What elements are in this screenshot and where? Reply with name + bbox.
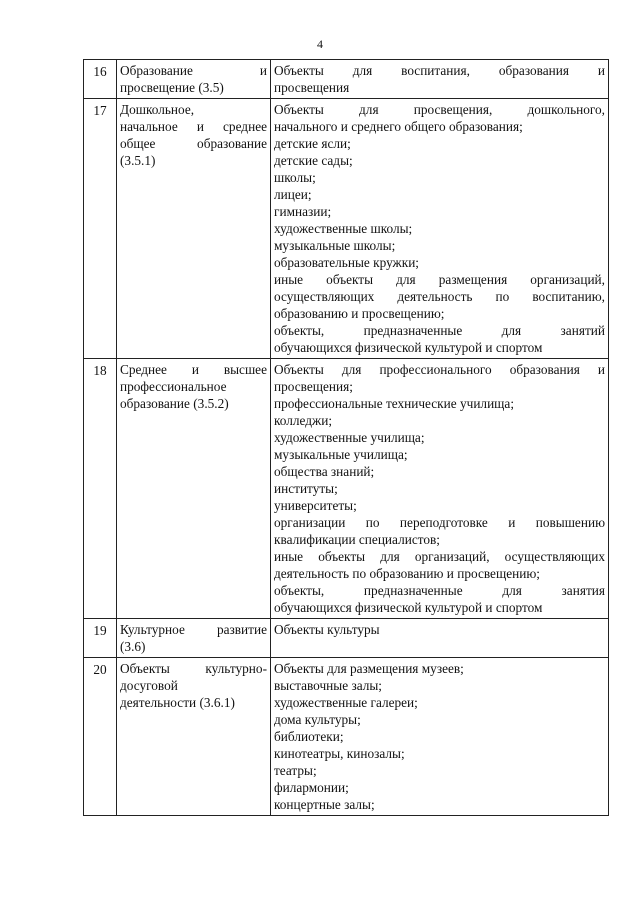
row-number: 18 bbox=[84, 359, 117, 619]
permitted-object-line: обучающихся физической культурой и спортом bbox=[274, 340, 543, 355]
permitted-object-line: музыкальные училища; bbox=[274, 447, 408, 462]
land-use-name-line: Дошкольное, bbox=[120, 102, 195, 117]
permitted-object-line: институты; bbox=[274, 481, 338, 496]
permitted-object-line: образовательные кружки; bbox=[274, 255, 419, 270]
land-use-name-line: просвещение (3.5) bbox=[120, 80, 224, 95]
land-use-name-line: начальное и среднее bbox=[120, 119, 267, 134]
land-use-name-line: (3.5.1) bbox=[120, 153, 156, 168]
permitted-object-line: концертные залы; bbox=[274, 797, 375, 812]
land-use-name-line: Объекты культурно- bbox=[120, 661, 267, 676]
land-use-name-line: общее образование bbox=[120, 136, 267, 151]
land-use-name-line: досуговой bbox=[120, 678, 178, 693]
land-use-name-line: профессиональное bbox=[120, 379, 227, 394]
permitted-object-line: Объекты для просвещения, дошкольного, bbox=[274, 102, 605, 117]
permitted-object-line: колледжи; bbox=[274, 413, 333, 428]
permitted-object-line: обучающихся физической культурой и спортом bbox=[274, 600, 543, 615]
land-use-name-cell bbox=[117, 619, 271, 658]
land-use-name-line: Среднее и высшее bbox=[120, 362, 267, 377]
table-row bbox=[84, 619, 609, 658]
permitted-object-line: осуществляющих деятельность по воспитанию, bbox=[274, 289, 605, 304]
permitted-object-line: театры; bbox=[274, 763, 317, 778]
permitted-object-line: организации по переподготовке и повышению bbox=[274, 515, 605, 530]
permitted-object-line: просвещения; bbox=[274, 379, 353, 394]
permitted-object-line: образованию и просвещению; bbox=[274, 306, 445, 321]
permitted-object-line: профессиональные технические училища; bbox=[274, 396, 515, 411]
permitted-object-line: художественные училища; bbox=[274, 430, 425, 445]
row-number: 20 bbox=[84, 658, 117, 816]
table-row bbox=[84, 359, 609, 619]
land-use-table bbox=[83, 59, 609, 816]
permitted-object-line: Объекты для размещения музеев; bbox=[274, 661, 464, 676]
permitted-object-line: Объекты культуры bbox=[274, 622, 380, 637]
permitted-object-line: Объекты для воспитания, образования и bbox=[274, 63, 605, 78]
land-use-name-cell bbox=[117, 658, 271, 816]
land-use-name-line: образование (3.5.2) bbox=[120, 396, 229, 411]
row-number: 17 bbox=[84, 99, 117, 359]
permitted-object-line: музыкальные школы; bbox=[274, 238, 396, 253]
table-row bbox=[84, 99, 609, 359]
permitted-object-line: квалификации специалистов; bbox=[274, 532, 440, 547]
permitted-object-line: гимназии; bbox=[274, 204, 332, 219]
row-number: 16 bbox=[84, 60, 117, 99]
land-use-name-cell bbox=[117, 60, 271, 99]
permitted-object-line: лицеи; bbox=[274, 187, 312, 202]
permitted-object-line: кинотеатры, кинозалы; bbox=[274, 746, 405, 761]
permitted-object-line: начального и среднего общего образования; bbox=[274, 119, 523, 134]
permitted-object-line: дома культуры; bbox=[274, 712, 361, 727]
permitted-object-line: деятельность по образованию и просвещению; bbox=[274, 566, 540, 581]
permitted-object-line: иные объекты для организаций, осуществляющих bbox=[274, 549, 605, 564]
permitted-object-line: просвещения bbox=[274, 80, 350, 95]
permitted-object-line: объекты, предназначенные для занятия bbox=[274, 583, 605, 598]
permitted-objects-cell bbox=[271, 658, 609, 816]
permitted-object-line: художественные школы; bbox=[274, 221, 413, 236]
land-use-name-line: деятельности (3.6.1) bbox=[120, 695, 235, 710]
permitted-object-line: школы; bbox=[274, 170, 316, 185]
permitted-objects-cell bbox=[271, 619, 609, 658]
permitted-object-line: выставочные залы; bbox=[274, 678, 382, 693]
permitted-object-line: Объекты для профессионального образования и bbox=[274, 362, 605, 377]
table-row bbox=[84, 60, 609, 99]
table-row bbox=[84, 658, 609, 816]
land-use-name-cell bbox=[117, 359, 271, 619]
table-body bbox=[84, 60, 609, 816]
permitted-objects-cell bbox=[271, 359, 609, 619]
permitted-objects-cell bbox=[271, 99, 609, 359]
permitted-object-line: иные объекты для размещения организаций, bbox=[274, 272, 605, 287]
land-use-name-line: Культурное развитие bbox=[120, 622, 267, 637]
land-use-name-line: Образование и bbox=[120, 63, 267, 78]
land-use-name-cell bbox=[117, 99, 271, 359]
permitted-objects-cell bbox=[271, 60, 609, 99]
permitted-object-line: художественные галереи; bbox=[274, 695, 418, 710]
row-number: 19 bbox=[84, 619, 117, 658]
permitted-object-line: детские ясли; bbox=[274, 136, 351, 151]
permitted-object-line: детские сады; bbox=[274, 153, 353, 168]
page-number: 4 bbox=[317, 37, 323, 51]
permitted-object-line: общества знаний; bbox=[274, 464, 375, 479]
land-use-name-line: (3.6) bbox=[120, 639, 146, 654]
permitted-object-line: филармонии; bbox=[274, 780, 349, 795]
permitted-object-line: библиотеки; bbox=[274, 729, 344, 744]
permitted-object-line: университеты; bbox=[274, 498, 357, 513]
permitted-object-line: объекты, предназначенные для занятий bbox=[274, 323, 605, 338]
